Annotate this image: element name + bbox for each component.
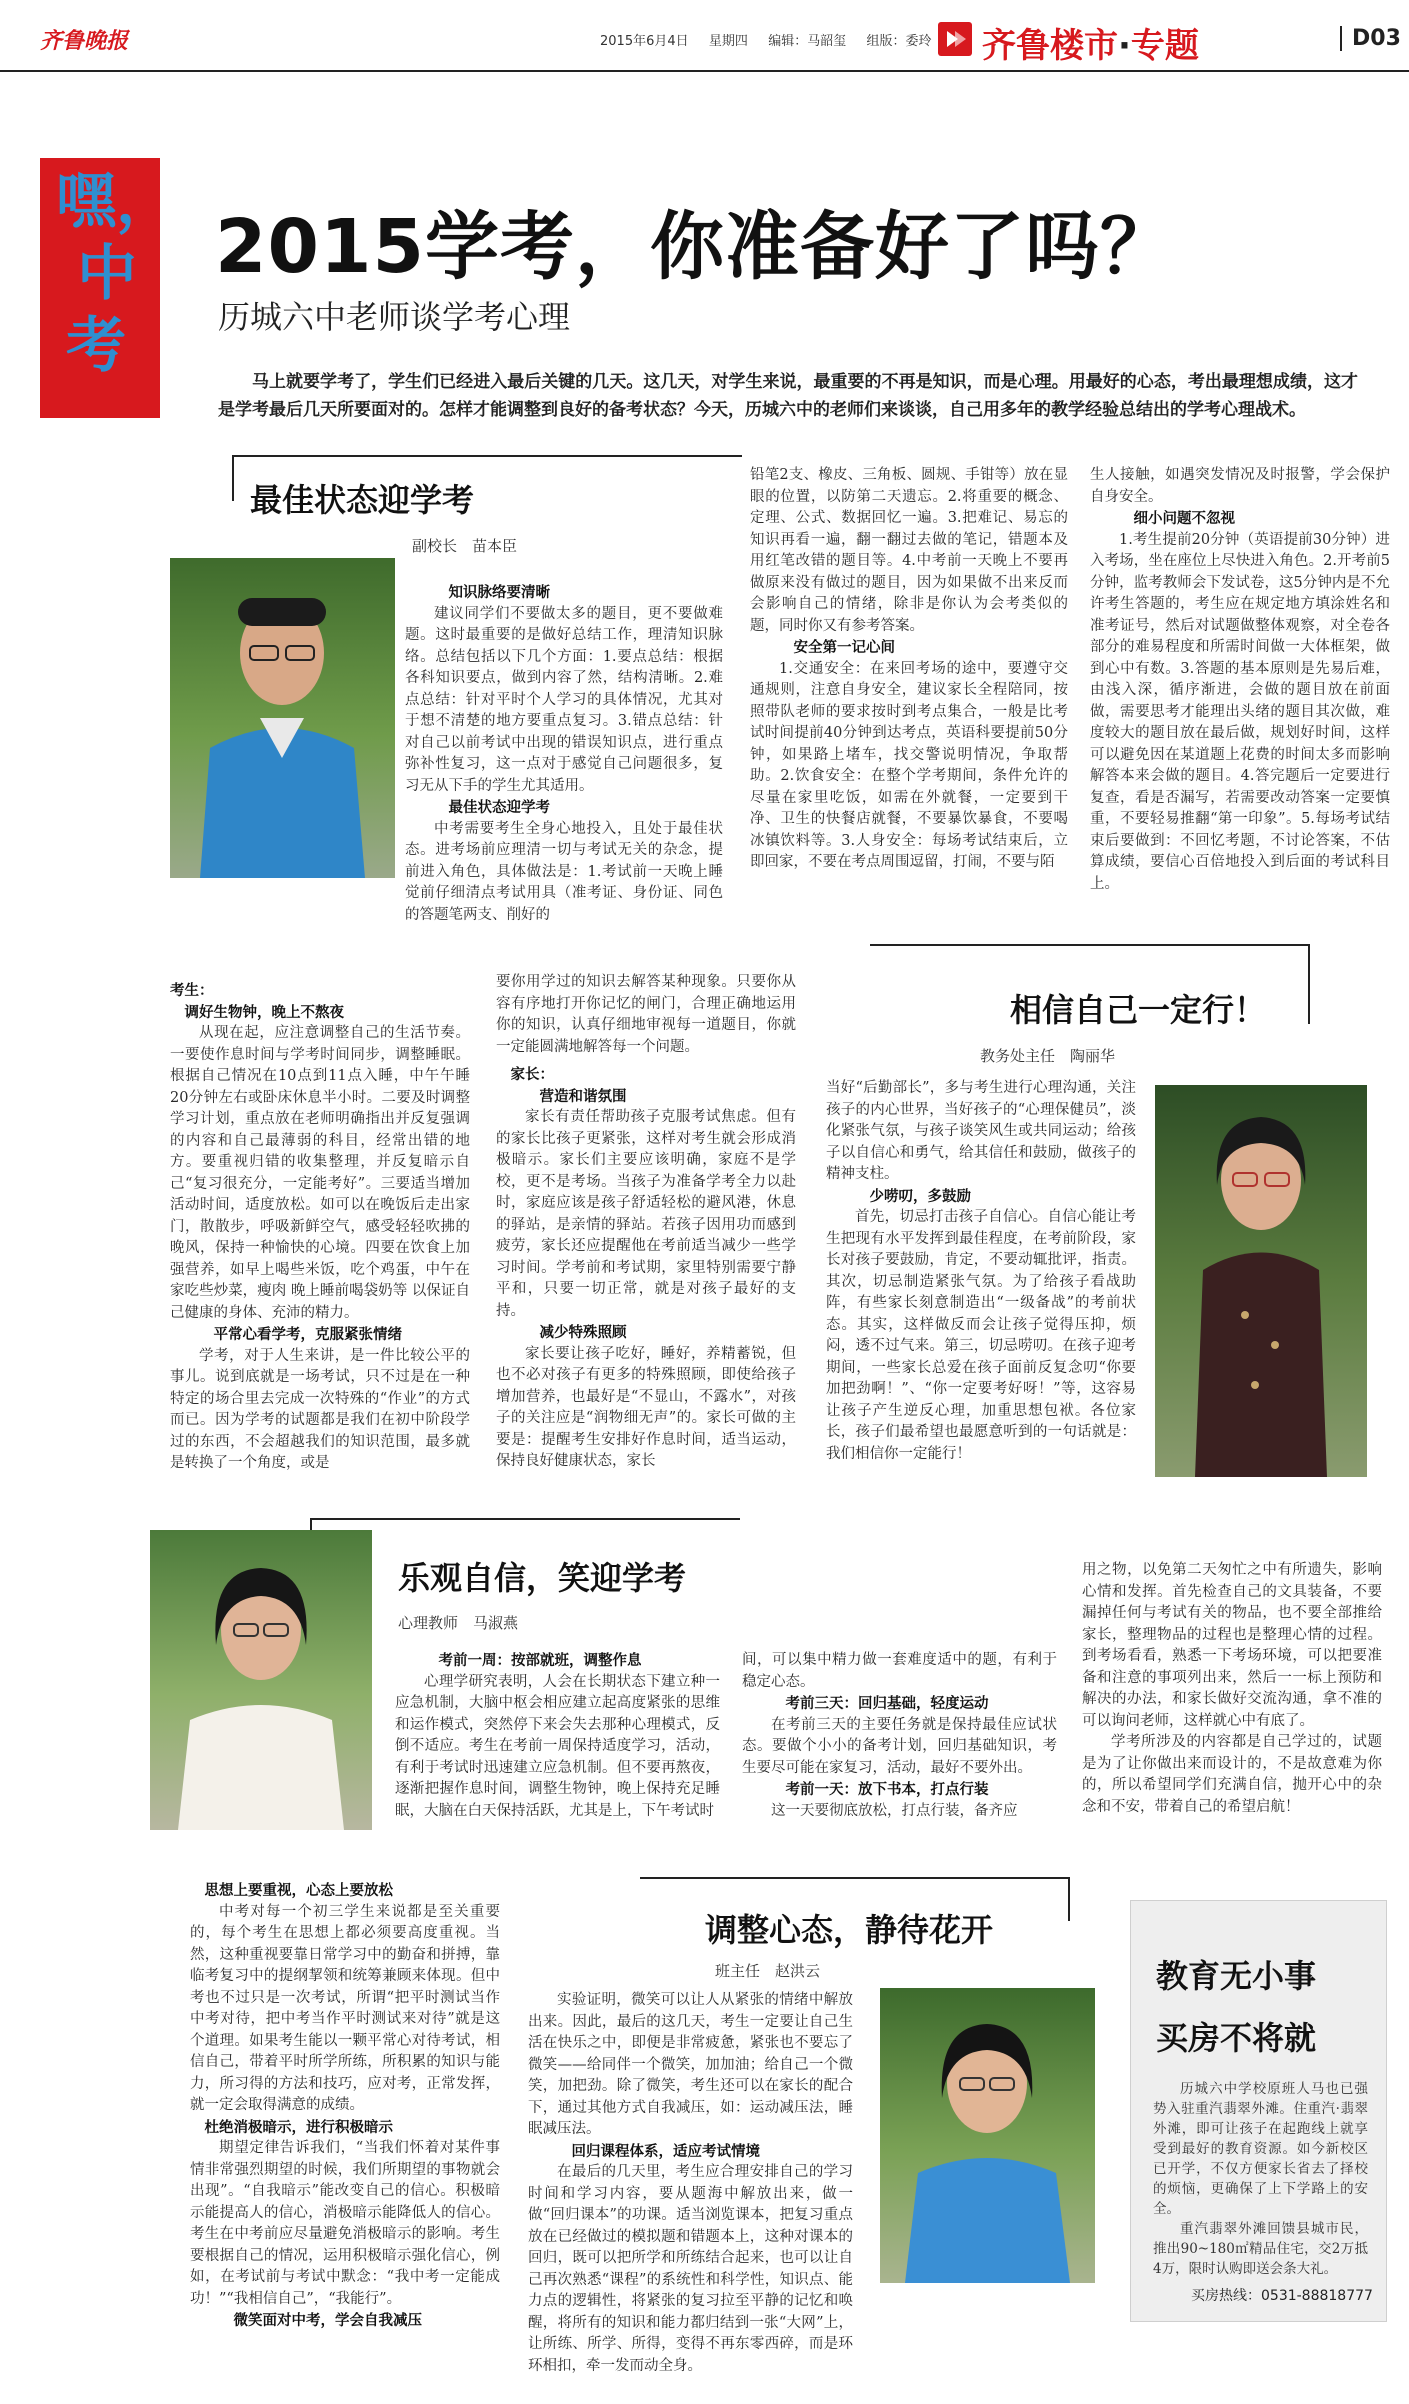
- section3-colA: 考前一周：按部就班，调整作息 心理学研究表明，人会在长期状态下建立种一应急机制，大脑中枢会相应建立起高度紧张的思维和运作模式，突然停下来会失去那种心理模式，反倒不适应。考生在考前一周保持适度学习，活动，有利于考试时迅速建立应急机制。但不要再熬夜，逐渐把握作息时间，调整生物钟，晚上保持充足睡眠，大脑在白天保持活跃，尤其是上，下午考试时: [395, 1652, 720, 1819]
- section2-top-rule: [870, 944, 1310, 946]
- header-meta: [600, 30, 932, 49]
- ad-title-2: 买房不将就: [1156, 2019, 1317, 2057]
- section3-byline: 心理教师 马淑燕: [398, 1614, 519, 1632]
- teacher-photo-ma: [150, 1530, 372, 1830]
- section4-byline: 班主任 赵洪云: [715, 1962, 821, 1980]
- section3-title: 乐观自信，笑迎学考: [398, 1559, 687, 1597]
- section-name: 齐鲁楼市·专题: [982, 26, 1199, 66]
- teacher-photo-miao: [170, 558, 395, 878]
- section2-side-rule: [1308, 944, 1310, 1024]
- section3-colB: 间，可以集中精力做一套难度适中的题，有利于稳定心态。 考前三天：回归基础，轻度运动 在考前三天的主要任务就是保持最佳应试状态。要做个小小的备考计划，回归基础知识，考生要尽可能在家复习，活动，最好不要外出。 考前一天：放下书本，打点行装 这一天要彻底放松，打点行装，备齐应: [742, 1652, 1057, 1819]
- ad-hotline-number: 0531-88818777: [1261, 2288, 1373, 2304]
- section4-top-rule: [640, 1877, 1070, 1879]
- section1-title: 最佳状态迎学考: [250, 481, 475, 519]
- headline: 2015学考，你准备好了吗？: [215, 204, 1175, 290]
- header-date: 2015年6月4日: [600, 34, 689, 49]
- ad-body-1: 历城六中学校原班人马也已强势入驻重汽翡翠外滩。住重汽·翡翠外滩，即可让孩子在起跑线上就享受到最好的教育资源。如今新校区已开学，不仅方便家长省去了择校的烦恼，更确保了上下学路上的安全。: [1153, 2081, 1368, 2217]
- header-weekday: 星期四: [708, 34, 748, 49]
- section1-top-hrule: [232, 455, 742, 457]
- section2-colA: 考生： 调好生物钟，晚上不熬夜 从现在起，应注意调整自己的生活节奏。一要使作息时间与学考时间同步，调整睡眠。根据自己情况在10点到11点入睡，中午午睡20分钟左右或卧床休息半小时。二要及时调整学习计划，重点放在老师明确指出并反复强调的内容和自己最薄弱的科目，经常出错的地方。要重视归错的收集整理，并反复暗示自己“复习很充分，一定能考好”。三要适当增加活动时间，适度放松。如可以在晚饭后走出家门，散散步，呼吸新鲜空气，感受轻轻吹拂的晚风，保持一种愉快的心境。四要在饮食上加强营养，如早上喝些米饭，吃个鸡蛋，中午在家吃些炒菜，瘦肉 晚上睡前喝袋奶等 以保证自己健康的身体、充沛的精力。 平常心看学考，克服紧张情绪 学考，对于人生来讲，是一件比较公平的事儿。说到底就是一场考试，只不过是在一种特定的场合里去完成一次特殊的“作业”的方式而已。因为学考的试题都是我们在初中阶段学过的东西，不会超越我们的知识范围，最多就是转换了一个角度，或是: [170, 982, 470, 1471]
- ad-box: [1130, 1900, 1387, 2322]
- header-rule: [0, 70, 1409, 72]
- section2-title: 相信自己一定行！: [1010, 991, 1267, 1029]
- section-logo-icon: [938, 22, 972, 56]
- section4-title: 调整心态，静待花开: [705, 1911, 994, 1949]
- section1-col3: 生人接触，如遇突发情况及时报警，学会保护自身安全。 细小问题不忽视 1.考生提前20分钟（英语提前30分钟）进入考场，坐在座位上尽快进入角色。2.开考前5分钟，监考教师会下发试卷，这5分钟内是不允许考生答题的，考生应在规定地方填涂姓名和准考证号，然后对试题做整体观察，对全卷各部分的难易程度和所需时间做一大体框架，做到心中有数。3.答题的基本原则是先易后难，由浅入深，循序渐进，会做的题目放在前面做，需要思考才能理出头绪的题目其次做，难度较大的题目放在最后做，规划好时间，这样可以避免因在某道题上花费的时间太多而影响解答本来会做的题目。4.答完题后一定要进行复查，看是否漏写，若需要改动答案一定要慎重，不要轻易推翻“第一印象”。5.每场考试结束后要做到：不回忆考题，不讨论答案，不估算成绩，要信心百倍地投入到后面的考试科目上。: [1090, 467, 1390, 892]
- masthead-logo: 齐鲁晚报: [40, 28, 129, 54]
- section1-col2: 铅笔2支、橡皮、三角板、圆规、手钳等）放在显眼的位置，以防第二天遗忘。2.将重要的概念、定理、公式、数据回忆一遍。3.把难记、易忘的知识再看一遍，翻一翻过去做的笔记，错题本及用红笔改错的题目等。4.中考前一天晚上不要再做原来没有做过的题目，因为如果做不出来反而会影响自己的情绪，除非是你认为会考类似的题，同时你又有参考答案。 安全第一记心间 1.交通安全：在来回考场的途中，要遵守交通规则，注意自身安全，建议家长全程陪同，按照带队老师的要求按时到考点集合，一般是比考试时间提前40分钟到达考点，英语科要提前50分钟，如果路上堵车，找交警说明情况，争取帮助。2.饮食安全：在整个学考期间，条件允许的尽量在家里吃饭，如需在外就餐，一定要到干净、卫生的快餐店就餐，不要暴饮暴食，不要喝冰镇饮料等。3.人身安全：每场考试结束后，立即回家，不要在考点周围逗留，打闹，不要与陌: [750, 467, 1068, 870]
- ad-title-1: 教育无小事: [1156, 1957, 1317, 1995]
- section4-side-rule: [1068, 1877, 1070, 1921]
- ad-body-2: 重汽翡翠外滩回馈县城市民，推出90~180㎡精品住宅，交2万抵4万，限时认购即送会条大礼。: [1153, 2221, 1368, 2277]
- section2-colC: 当好“后勤部长”，多与考生进行心理沟通，关注孩子的内心世界，当好孩子的“心理保健员”，淡化紧张气氛，与孩子谈笑风生或共同运动；给孩子以自信心和勇气，给其信任和鼓励，做孩子的精神支柱。 少唠叨，多鼓励 首先，切忌打击孩子自信心。自信心能让考生把现有水平发挥到最佳程度，在考前阶段，家长对孩子要鼓励，肯定，不要动辄批评，指责。其次，切忌制造紧张气氛。为了给孩子看战助阵，有些家长刻意制造出“一级备战”的考前状态。其实，这样做反而会让孩子觉得压抑，烦闷，透不过气来。第三，切忌唠叨。在孩子迎考期间，一些家长总爱在孩子面前反复念叨“你要加把劲啊！”、“你一定要考好呀！”等，这容易让孩子产生逆反心理，加重思想包袱。各位家长，孩子们最希望也最愿意听到的一句话就是：我们相信你一定能行！: [826, 1080, 1136, 1462]
- teacher-photo-zhao: [880, 1988, 1095, 2283]
- subheadline: 历城六中老师谈学考心理: [218, 298, 571, 336]
- page-number: D03: [1340, 26, 1401, 51]
- header-designer: 组版：委玲: [866, 34, 932, 49]
- section1-col1: 知识脉络要清晰 建议同学们不要做太多的题目，更不要做难题。这时最重要的是做好总结工作，理清知识脉络。总结包括以下几个方面：1.要点总结：根据各科知识要点，做到内容了然，结构清晰。2.难点总结：针对平时个人学习的具体情况，尤其对于想不清楚的地方要重点复习。3.错点总结：针对自己以前考试中出现的错误知识点，进行重点弥补性复习，这一点对于感觉自己问题很多，复习无从下手的学生尤其适用。 最佳状态迎学考 中考需要考生全身心地投入，且处于最佳状态。进考场前应理清一切与考试无关的杂念，提前进入角色，具体做法是：1.考试前一天晚上睡觉前仔细清点考试用具（准考证、身份证、同色的答题笔两支、削好的: [405, 584, 723, 923]
- section3-top-hrule: [310, 1518, 740, 1520]
- section1-byline: 副校长 苗本臣: [412, 537, 518, 555]
- page-header: [0, 0, 1409, 78]
- header-editor: 编辑：马韶玺: [768, 34, 847, 49]
- section3-colC: 用之物，以免第二天匆忙之中有所遗失，影响心情和发挥。首先检查自己的文具装备，不要漏掉任何与考试有关的物品，也不要全部推给家长，整理物品的过程也是整理心情的过程。到考场看看，熟悉一下考场环境，可以把要准备和注意的事项列出来，然后一一标上预防和解决的办法，和家长做好交流沟通，拿不准的可以询问老师，这样就心中有底了。 学考所涉及的内容都是自己学过的，试题是为了让你做出来而设计的，不是故意难为你的，所以希望同学们充满自信，抛开心中的杂念和不安，带着自己的希望启航！: [1082, 1562, 1382, 1815]
- section1-top-rule: [232, 455, 234, 501]
- side-tag-text: 嘿， 中 考: [56, 167, 176, 381]
- section2-byline: 教务处主任 陶丽华: [980, 1047, 1116, 1065]
- section2-colB: 要你用学过的知识去解答某种现象。只要你从容有序地打开你记忆的闸门，合理正确地运用你的知识，认真仔细地审视每一道题目，你就一定能圆满地解答每一个问题。 家长： 营造和谐氛围 家长有责任帮助孩子克服考试焦虑。但有的家长比孩子更紧张，这样对考生就会形成消极暗示。家长们主要应该明确，家庭不是学校，更不是考场。当孩子为准备学考全力以赴时，家庭应该是孩子舒适轻松的避风港，休息的驿站，是亲情的驿站。若孩子因用功而感到疲劳，家长还应提醒他在考前适当减少一些学习时间。学考前和考试期，家里特别需要宁静平和，只要一切正常，就是对孩子最好的支持。 减少特殊照顾 家长要让孩子吃好，睡好，养精蓄锐，但也不必对孩子有更多的特殊照顾，即使给孩子增加营养，也最好是“不显山，不露水”，对孩子的关注应是“润物细无声”的。家长可做的主要是：提醒考生安排好作息时间，适当运动，保持良好健康状态，家长: [496, 974, 796, 1469]
- teacher-photo-tao: [1155, 1085, 1367, 1477]
- section4-colB: 实验证明，微笑可以让人从紧张的情绪中解放出来。因此，最后的这几天，考生一定要让自己生活在快乐之中，即便是非常疲惫，紧张也不要忘了微笑——给同伴一个微笑，加加油；给自己一个微笑，加把劲。除了微笑，考生还可以在家长的配合下，通过其他方式自我减压，如：运动减压法，睡眠减压法。 回归课程体系，适应考试情境 在最后的几天里，考生应合理安排自己的学习时间和学习内容，要从题海中解放出来，做一做“回归课本”的功课。适当浏览课本，把复习重点放在已经做过的模拟题和错题本上，这种对课本的回归，既可以把所学和所练结合起来，也可以让自己再次熟悉“课程”的系统性和科学性，知识点、能力点的逻辑性，将紧张的复习拉至平静的记忆和唤醒，将所有的知识和能力都归结到一张“大网”上，让所练、所学、所得，变得不再东零西碎，而是环环相扣，牵一发而动全身。: [528, 1992, 853, 2374]
- ad-hotline: 买房热线：0531-88818777: [1191, 2288, 1373, 2304]
- lead-paragraph: 马上就要学考了，学生们已经进入最后关键的几天。这几天，对学生来说，最重要的不再是知识，而是心理。用最好的心态，考出最理想成绩，这才是学考最后几天所要面对的。怎样才能调整到良好的备考状态？今天，历城六中的老师们来谈谈，自己用多年的教学经验总结出的学考心理战术。: [218, 372, 1358, 420]
- section4-colA: 思想上要重视，心态上要放松 中考对每一个初三学生来说都是至关重要的，每个考生在思想上都必须要高度重视。当然，这种重视要靠日常学习中的勤奋和拼搏，靠临考复习中的提纲挈领和统筹兼顾来体现。但中考也不过只是一次考试，所谓“把平时测试当作中考对待，把中考当作平时测试来对待”就是这个道理。如果考生能以一颗平常心对待考试，相信自己，带着平时所学所练，所积累的知识与能力，所习得的方法和技巧，应对考，正常发挥，就一定会取得满意的成绩。 杜绝消极暗示，进行积极暗示 期望定律告诉我们，“当我们怀着对某件事情非常强烈期望的时候，我们所期望的事物就会出现”。“自我暗示”能改变自己的信心。积极暗示能提高人的信心，消极暗示能降低人的信心。考生在中考前应尽量避免消极暗示的影响。考生要根据自己的情况，运用积极暗示强化信心，例如，在考试前与考试中默念：“我中考一定能成功！”“我相信自己”，“我能行”。 微笑面对中考，学会自我减压: [190, 1882, 500, 2329]
